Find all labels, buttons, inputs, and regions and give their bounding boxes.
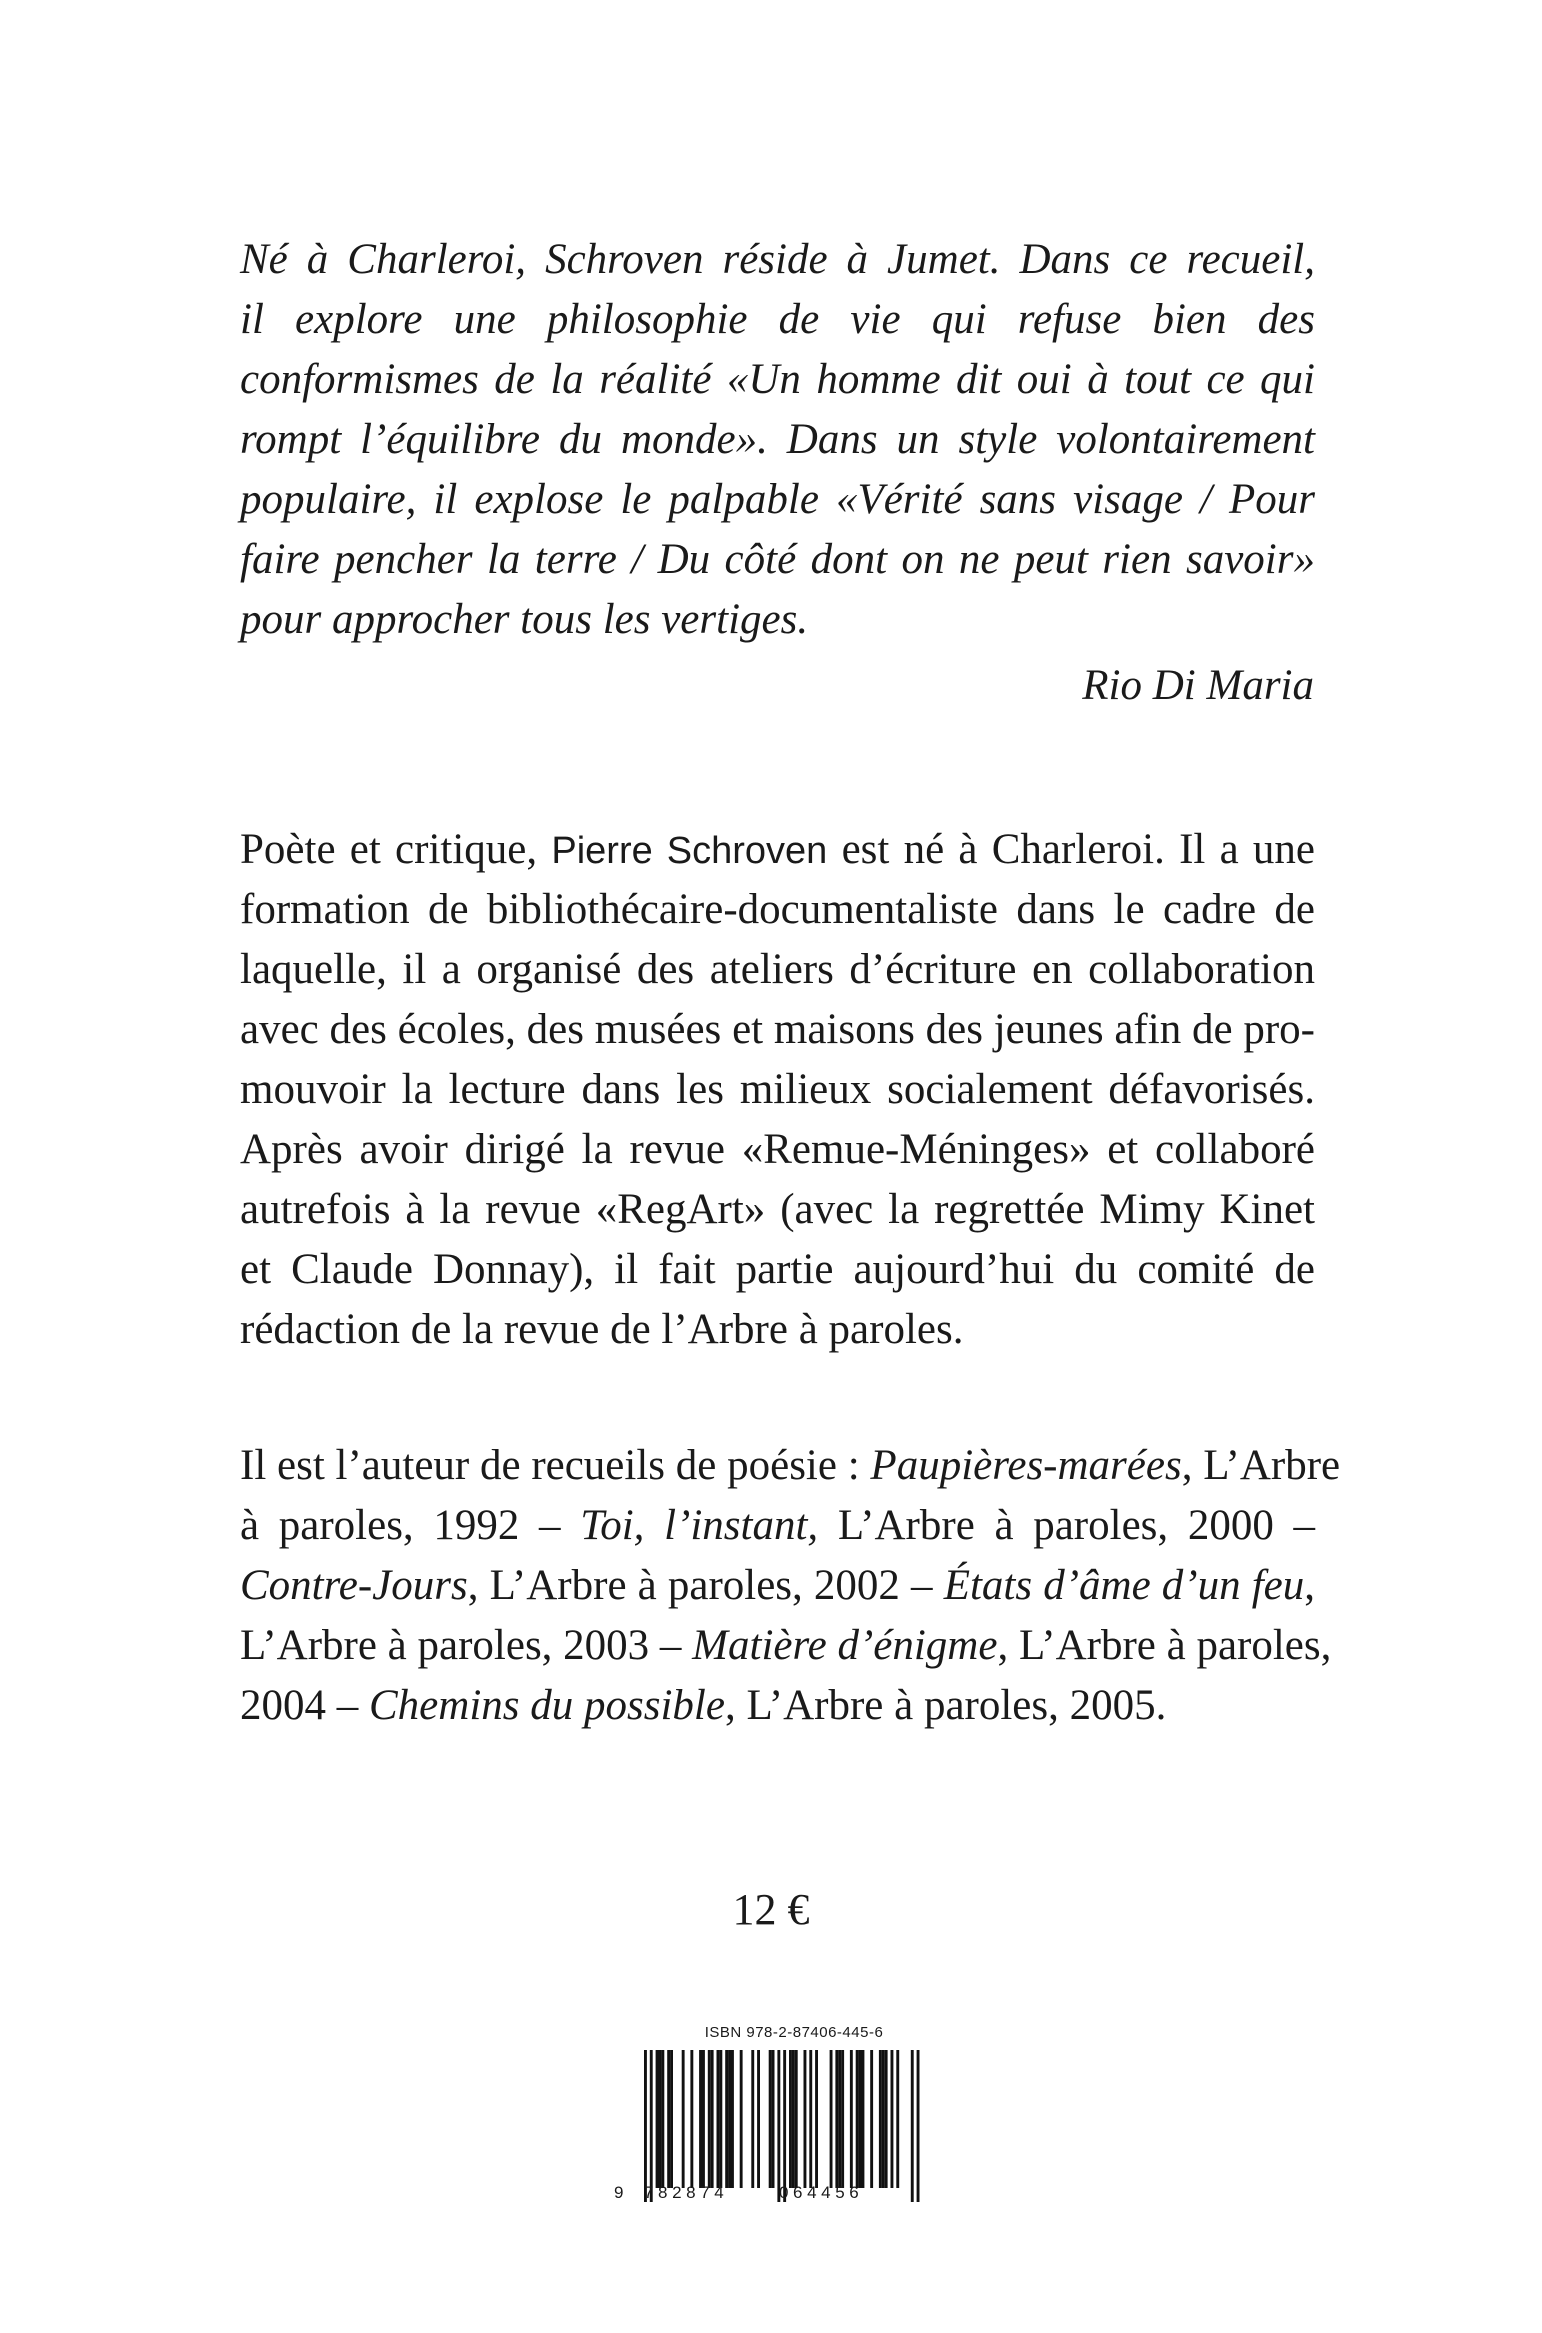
barcode-bar bbox=[838, 2050, 841, 2188]
works-line: 2004 – Chemins du possible, L’Arbre à paroles, 2005. bbox=[240, 1682, 1167, 1729]
barcode-bar bbox=[708, 2050, 711, 2188]
barcode-bar bbox=[885, 2050, 888, 2188]
barcode-bar bbox=[792, 2050, 795, 2188]
barcode-bar bbox=[795, 2050, 798, 2188]
barcode-bar bbox=[911, 2050, 914, 2202]
works-intro: Il est l’auteur de recueils de poésie : bbox=[240, 1442, 860, 1489]
author-name: Pierre Schroven bbox=[551, 830, 828, 872]
barcode-bar bbox=[772, 2050, 775, 2188]
ean-first-digit: 9 bbox=[614, 2183, 624, 2202]
barcode-bar bbox=[809, 2050, 812, 2188]
barcode-bar bbox=[835, 2050, 838, 2188]
barcode-bar bbox=[891, 2050, 894, 2188]
barcode-bar bbox=[859, 2050, 862, 2188]
works-line: à paroles, 1992 – Toi, l’instant, L’Arbre à paroles, 2000 – bbox=[240, 1502, 1315, 1549]
bio-line bbox=[240, 820, 1315, 880]
bio-intro-end: est né à Charleroi. Il a une bbox=[841, 826, 1316, 873]
works-line: Il est l’auteur de recueils de poésie : Paupières-marées, L’Arbre bbox=[240, 1442, 1341, 1489]
works-line: Contre-Jours, L’Arbre à paroles, 2002 – États d’âme d’un feu, bbox=[240, 1562, 1316, 1609]
work-title: Paupières-marées bbox=[870, 1442, 1182, 1489]
ean-left-digits: 782874 bbox=[644, 2183, 729, 2202]
quote-line: il explore une philosophie de vie qui refuse bien des bbox=[240, 296, 1315, 343]
work-title: Matière d’énigme bbox=[692, 1622, 998, 1669]
barcode-bar bbox=[711, 2050, 714, 2188]
barcode-bar bbox=[650, 2050, 653, 2202]
bio-intro: Poète et critique, bbox=[240, 826, 538, 873]
author-biography bbox=[240, 820, 1315, 1360]
barcode-bar bbox=[644, 2050, 647, 2202]
quote-line: populaire, il explose le palpable «Vérité sans visage / Pour bbox=[240, 476, 1315, 523]
barcode-bar bbox=[804, 2050, 807, 2188]
critic-quote bbox=[240, 230, 1315, 650]
barcode-icon bbox=[614, 2020, 944, 2210]
bio-line: formation de bibliothécaire-documentaliste dans le cadre de bbox=[240, 886, 1315, 933]
barcode-bar bbox=[699, 2050, 702, 2188]
barcode-bar bbox=[917, 2050, 920, 2202]
barcode-bar bbox=[751, 2050, 754, 2188]
barcode-bar bbox=[783, 2050, 786, 2202]
barcode-bar bbox=[728, 2050, 731, 2188]
barcode-bar bbox=[896, 2050, 899, 2188]
price: 12 € bbox=[732, 1885, 810, 1934]
barcode-bar bbox=[690, 2050, 693, 2188]
bio-line: autrefois à la revue «RegArt» (avec la regrettée Mimy Kinet bbox=[240, 1186, 1315, 1233]
barcode-bar bbox=[815, 2050, 818, 2188]
barcode-bar bbox=[841, 2050, 844, 2188]
barcode-bar bbox=[659, 2050, 662, 2188]
bibliography bbox=[240, 1436, 1341, 1736]
quote-line: pour approcher tous les vertiges. bbox=[240, 596, 809, 643]
quote-line: faire pencher la terre / Du côté dont on ne peut rien savoir» bbox=[240, 536, 1315, 583]
barcode-bar bbox=[769, 2050, 772, 2188]
bio-line: avec des écoles, des musées et maisons des jeunes afin de pro- bbox=[240, 1006, 1315, 1053]
barcode-bar bbox=[870, 2050, 873, 2188]
barcode-bar bbox=[702, 2050, 705, 2188]
bio-line: mouvoir la lecture dans les milieux socialement défavorisés. bbox=[240, 1066, 1315, 1113]
works-line: L’Arbre à paroles, 2003 – Matière d’énigme, L’Arbre à paroles, bbox=[240, 1622, 1332, 1669]
barcode-bar bbox=[719, 2050, 722, 2188]
barcode-bar bbox=[661, 2050, 664, 2188]
bio-line: Après avoir dirigé la revue «Remue-Méninges» et collaboré bbox=[240, 1126, 1315, 1173]
barcode-bar bbox=[830, 2050, 833, 2188]
quote-line: rompt l’équilibre du monde». Dans un style volontairement bbox=[240, 416, 1315, 463]
ean-right-digits: 064456 bbox=[779, 2183, 864, 2202]
barcode-bar bbox=[731, 2050, 734, 2188]
bio-line: laquelle, il a organisé des ateliers d’écriture en collaboration bbox=[240, 946, 1315, 993]
bio-line: et Claude Donnay), il fait partie aujourd’hui du comité de bbox=[240, 1246, 1315, 1293]
barcode-bar bbox=[862, 2050, 865, 2188]
barcode-bar bbox=[856, 2050, 859, 2188]
barcode-bar bbox=[682, 2050, 685, 2188]
barcode-bar bbox=[850, 2050, 853, 2188]
barcode-bar bbox=[667, 2050, 670, 2188]
barcode-bar bbox=[740, 2050, 743, 2188]
quote-line: Né à Charleroi, Schroven réside à Jumet. Dans ce recueil, bbox=[240, 236, 1315, 283]
quote-attribution: Rio Di Maria bbox=[1082, 662, 1314, 709]
work-title: États d’âme d’un feu bbox=[943, 1562, 1305, 1609]
barcode-bar bbox=[879, 2050, 882, 2188]
barcode-bar bbox=[725, 2050, 728, 2188]
bio-line: rédaction de la revue de l’Arbre à paroles. bbox=[240, 1306, 964, 1353]
work-title: Toi, l’instant, bbox=[580, 1502, 819, 1549]
work-title: Chemins du possible bbox=[369, 1682, 725, 1729]
isbn-label: ISBN 978-2-87406-445-6 bbox=[704, 2024, 884, 2041]
barcode-bar bbox=[670, 2050, 673, 2188]
barcode-bar bbox=[656, 2050, 659, 2188]
barcode-bar bbox=[717, 2050, 720, 2188]
barcode-bar bbox=[882, 2050, 885, 2188]
quote-line: conformismes de la réalité «Un homme dit oui à tout ce qui bbox=[240, 356, 1315, 403]
barcode-bar bbox=[757, 2050, 760, 2188]
work-title: Contre-Jours bbox=[240, 1562, 468, 1609]
barcode-bar bbox=[777, 2050, 780, 2202]
barcode-bar bbox=[789, 2050, 792, 2188]
